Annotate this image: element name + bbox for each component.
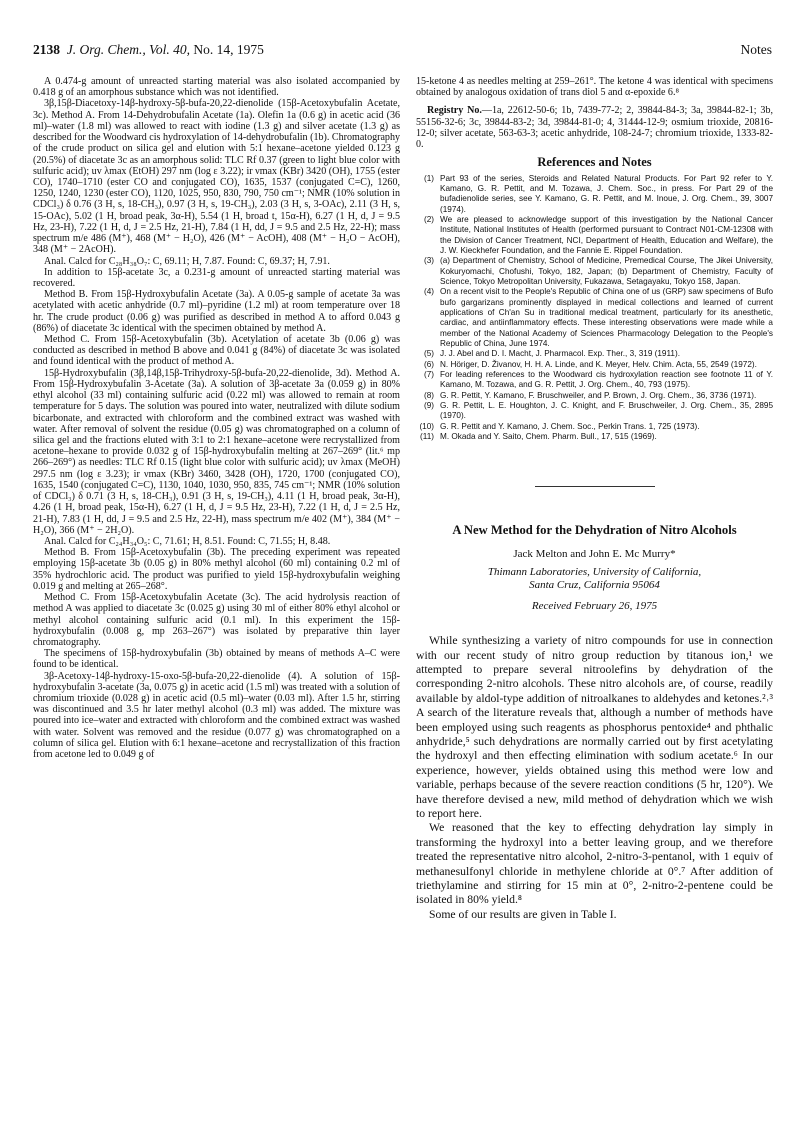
reference-item — [416, 370, 773, 391]
article-affiliation — [416, 566, 773, 592]
article-paragraph: While synthesizing a variety of nitro compounds for use in connection with our recent study of nitro group reduction by titanous ion,¹ we attempted to prepare several nitroolefins by dehydration of the corresponding 2-nitro alcohols. These nitro alcohols are, of course, readily available by aldol-type addition of nitroalkanes to aldehydes and ketones.²˒³ A search of the literature reveals that, although a number of methods have been employed using such reagents as phosphorus pentoxide⁴ and phthalic anhydride,⁵ such dehydrations are normally carried out by first acetylating the hydroxyl and then effecting elimination with sodium acetate.⁶ In our experience, however, yields obtained using this method were low and variable, perhaps because of the severe reaction conditions (5 hr, 120°). We have therefore devised a new, mild method of dehydration which we wish to report here. — [416, 634, 773, 820]
paragraph: Anal. Calcd for C₂₈H₃₈O₇: C, 69.11; H, 7.87. Found: C, 69.37; H, 7.91. — [44, 255, 330, 267]
references-heading: References and Notes — [537, 155, 652, 170]
reference-item — [416, 422, 773, 432]
reference-number: (11) — [420, 432, 434, 442]
journal-volume: Vol. 40, — [149, 42, 191, 57]
reference-text: N. Höriger, D. Živanov, H. H. A. Linde, and K. Meyer, Helv. Chim. Acta, 55, 2549 (1972). — [440, 359, 757, 369]
reference-number: (7) — [423, 370, 434, 380]
journal-issue: No. 14, 1975 — [193, 42, 264, 57]
paragraph: A 0.474-g amount of unreacted starting material was also isolated accompanied by 0.418 g of an amorphous substance which was not identified. — [33, 76, 400, 99]
right-column — [416, 76, 773, 922]
reference-number: (8) — [423, 390, 434, 400]
paragraph: The specimens of 15β-hydroxybufalin (3b) obtained by means of methods A–C were found to be identical. — [33, 648, 400, 671]
section-label: Notes — [740, 42, 772, 57]
reference-number: (1) — [423, 173, 434, 183]
paragraph: 3β-Acetoxy-14β-hydroxy-15-oxo-5β-bufa-20,22-dienolide (4). A solution of 15β-hydroxybufalin 3-acetate (3a, 0.075 g) in acetic acid (1.5 ml) was treated with a solution of chromium trioxide (0.028 g) in acetic acid (0.5 ml)–water (0.03 ml). After 1.5 hr, stirring was discontinued and 3.5 hr later methyl alcohol (0.3 ml) was added. The mixture was poured into ice–water and extracted with chloroform and the combined extract was washed with water. Solvent was removed and the residue (0.077 g) was chromatographed on a column of silica gel. Elution with 6:1 hexane–acetone and recrystallization of this fraction from acetone led to 0.049 g of — [33, 670, 400, 761]
reference-item — [416, 360, 773, 370]
paragraph: In addition to 15β-acetate 3c, a 0.231-g amount of unreacted starting material was recovered. — [33, 266, 400, 289]
article-body — [416, 634, 773, 922]
reference-item — [416, 401, 773, 422]
section-divider — [535, 486, 655, 487]
reference-text: G. R. Pettit and Y. Kamano, J. Chem. Soc., Perkin Trans. 1, 725 (1973). — [440, 421, 700, 431]
reference-number: (6) — [423, 359, 434, 369]
article-title: A New Method for the Dehydration of Nitro Alcohols — [452, 523, 737, 538]
reference-number: (9) — [423, 401, 434, 411]
registry-text: —1a, 22612-50-6; 1b, 7439-77-2; 2, 39844-84-3; 3a, 39844-82-1; 3b, 55156-32-6; 3c, 39844-83-2; 3d, 39844-81-0; 4, 31444-12-9; osmium trioxide, 20816-12-0; silver acetate, 563-63-3; acetic anhydride, 108-24-7; chromium trioxide, 1333-82-0. — [416, 105, 773, 151]
reference-text: G. R. Pettit, Y. Kamano, F. Bruschweiler, and P. Brown, J. Org. Chem., 36, 3736 (1971). — [440, 390, 757, 400]
article-paragraph: We reasoned that the key to effecting dehydration lay simply in transforming the hydroxyl into a better leaving group, and we therefore treated the representative nitro alcohol, 2-nitro-3-pentanol, with 1 equiv of methanesulfonyl chloride in methylene chloride at 0°.⁷ After addition of triethylamine and stirring for 15 min at 0°, 2-nitro-2-pentene could be isolated in 80% yield.⁸ — [416, 821, 773, 907]
reference-number: (4) — [423, 287, 434, 297]
reference-item — [416, 349, 773, 359]
journal-name: J. Org. Chem., — [66, 42, 146, 57]
paragraph: Method B. From 15β-Acetoxybufalin (3b). The preceding experiment was repeated employing 15β-acetate 3b (0.05 g) in 80% methyl alcohol (60 ml) containing 0.2 ml of 35% hydrochloric acid. The product was purified to yield 15β-hydroxybufalin weighing 0.019 g and melting at 265–268°. — [33, 547, 400, 592]
paragraph: Anal. Calcd for C₂₄H₃₄O₅: C, 71.61; H, 8.51. Found: C, 71.55; H, 8.48. — [44, 535, 331, 547]
journal-citation — [33, 42, 264, 58]
reference-item — [416, 174, 773, 215]
registry-numbers — [416, 105, 773, 150]
reference-number: (10) — [419, 421, 434, 431]
reference-text: Part 93 of the series, Steroids and Related Natural Products. For Part 92 refer to Y. Kamano, G. R. Pettit, and M. Tozawa, J. Chem. Soc., in press. For Part 29 of the bufadienolide series, see Y. Kamano, G. R. Pettit, and M. Inoue, J. Org. Chem., 39, 3007 (1974). — [440, 173, 773, 214]
reference-text: J. J. Abel and D. I. Macht, J. Pharmacol. Exp. Ther., 3, 319 (1911). — [440, 349, 680, 359]
reference-item — [416, 287, 773, 349]
reference-text: M. Okada and Y. Saito, Chem. Pharm. Bull., 17, 515 (1969). — [440, 432, 657, 442]
reference-item — [416, 432, 773, 442]
reference-text: We are pleased to acknowledge support of this investigation by the National Cancer Institute, National Institutes of Health (performed pursuant to Contract N01-CM-12308 with the Division of Cancer Treatment, NCI, Department of Health, Education and Welfare), the J. W. Kieckhefer Foundation, and the Fannie E. Rippel Foundation. — [440, 214, 773, 255]
paragraph: Method C. From 15β-Acetoxybufalin (3b). Acetylation of acetate 3b (0.06 g) was conducted as described in method B above and 0.041 g (84%) of diacetate 3c was isolated and found identical with the product of method A. — [33, 334, 400, 368]
page-number: 2138 — [33, 42, 60, 57]
reference-text: For leading references to the Woodward cis hydroxylation reaction see footnote 11 of Y. Kamano, M. Tozawa, and G. R. Pettit, J. Org. Chem., 40, 793 (1975). — [440, 370, 773, 390]
paragraph: Method C. From 15β-Acetoxybufalin Acetate (3c). The acid hydrolysis reaction of method A was applied to diacetate 3c (0.025 g) using 30 ml of either 80% ethyl alcohol or methyl alcohol containing sulfuric acid (0.1 ml). In this experiment the 15β-hydroxybufalin (0.008 g, mp 263–267°) was isolated by preparative thin layer chromatography. — [33, 592, 400, 648]
page-header — [33, 42, 772, 62]
reference-item — [416, 391, 773, 401]
reference-number: (3) — [423, 256, 434, 266]
references-list — [416, 174, 773, 443]
paragraph: 15β-Hydroxybufalin (3β,14β,15β-Trihydroxy-5β-bufa-20,22-dienolide, 3d). Method A. From 15β-Hydroxybufalin 3-Acetate (3a). A solution of 3β-acetate 3a (0.059 g) in 80% ethyl alcohol (33 ml) containing sulfuric acid (0.22 ml) was allowed to remain at room temperature for 5 days. The solution was poured into water, neutralized with dilute sodium bicarbonate, and extracted with chloroform and the combined extract was washed with water. After removal of solvent the residue (0.05 g) was chromatographed on a column of silica gel and the fractions eluted with 3:1 to 2:1 hexane–acetone were recrystallized from acetone–hexane to provide 0.032 g of 15β-hydroxybufalin melting at 267–269° (lit.⁶ mp 266–269°) as needles: TLC Rf 0.15 (light blue color with sulfuric acid); uv λmax (MeOH) 297.5 nm (log ε 3.23); ir νmax (KBr) 3460, 3428 (OH), 1720, 1700 (conjugated CO), 1635, 1540 (conjugated C=C), 1130, 1040, 1030, 950, 835, 745 cm⁻¹; NMR (10% solution of CDCl₃) δ 0.71 (3 H, s, 18-CH₃), 0.91 (3 H, s, 19-CH₃), 4.11 (1 H, broad peak, 3α-H), 4.26 (1 H, broad peak, 15α-H), 6.27 (1 H, d, J = 9.5 Hz, 23-H), 7.22 (1 H, d, J = 2.5 Hz, 21-H), 7.83 (1 H, dd, J = 9.5 and 2.5 Hz, 22-H), mass spectrum m/e 402 (M⁺), 384 (M⁺ − H₂O), 366 (M⁺ − 2H₂O). — [33, 367, 400, 536]
paragraph: Method B. From 15β-Hydroxybufalin Acetate (3a). A 0.05-g sample of acetate 3a was acetylated with acetic anhydride (0.7 ml)–pyridine (1.2 ml) at room temperature over 18 hr. The crude product (0.06 g) was purified as described in method A to afford 0.043 g (86%) of diacetate 3c identical with the specimen obtained by method A. — [33, 289, 400, 334]
reference-item — [416, 215, 773, 256]
received-date: Received February 26, 1975 — [531, 599, 658, 612]
article-paragraph: Some of our results are given in Table I. — [429, 907, 617, 921]
left-column — [33, 76, 400, 760]
article-authors: Jack Melton and John E. Mc Murry* — [513, 547, 676, 560]
registry-label: Registry No. — [427, 105, 482, 117]
reference-number: (5) — [423, 349, 434, 359]
paragraph: 3β,15β-Diacetoxy-14β-hydroxy-5β-bufa-20,22-dienolide (15β-Acetoxybufalin Acetate, 3c). Method A. From 14-Dehydrobufalin Acetate (1a). Olefin 1a (0.6 g) in acetic acid (36 ml)–water (1.8 ml) was allowed to react with iodine (1.3 g) and silver acetate (1.3 g) as described for the Woodward cis hydroxylation of 14-dehydrobufalin (1b). Chromatography of the crude product on silica gel and elution with 5:1 hexane–acetone yielded 0.123 g (20.5%) of diacetate 3c as an amorphous solid: TLC Rf 0.37 (green to light blue color with sulfuric acid); uv λmax (EtOH) 297 nm (log ε 3.22); ir νmax (KBr) 3420 (OH), 1755 (ester CO), 1740–1710 (ester CO and conjugated CO), 1635, 1537 (conjugated C=C), 1260, 1250, 1240, 1230 (ester CO), 1120, 1025, 950, 830, 790, 750 cm⁻¹; NMR (10% solution in CDCl₃) δ 0.76 (3 H, s, 18-CH₃), 0.97 (3 H, s, 19-CH₃), 2.03 (3 H, s, 3-OAc), 2.11 (3 H, s, 15-OAc), 5.02 (1 H, broad peak, 3α-H), 5.54 (1 H, broad t, 15α-H), 6.27 (1 H, d, J = 9.5 Hz, 23-H), 7.22 (1 H, d, J = 2.5 Hz, 21-H), 7.84 (1 H, dd, J = 9.5 and 2.5 Hz, 22-H); mass spectrum m/e 486 (M⁺), 468 (M⁺ − H₂O), 426 (M⁺ − AcOH), 408 (M⁺ − H₂O − AcOH), 348 (M⁺ − 2AcOH). — [33, 98, 400, 256]
reference-number: (2) — [423, 214, 434, 224]
continuation-paragraph: 15-ketone 4 as needles melting at 259–261°. The ketone 4 was identical with specimens obtained by analogous oxidation of trans diol 5 and α-epoxide 6.⁸ — [416, 76, 773, 99]
reference-text: On a recent visit to the People's Republic of China one of us (GRP) saw specimens of Bufo bufo gargarizans prominently displayed in medical collections and learned of current applications of Ch'an Su in traditional medical treatment, particularly for its anesthetic, cardiac, and antiinflammatory effects. These interesting observations were made while a member of the National Academy of Sciences Pharmacology Delegation to the People's Republic of China, June 1974. — [440, 287, 773, 349]
reference-item — [416, 256, 773, 287]
affiliation-line: Santa Cruz, California 95064 — [529, 578, 660, 591]
affiliation-line: Thimann Laboratories, University of California, — [487, 565, 702, 578]
reference-text: (a) Department of Chemistry, School of Medicine, Premedical Course, The Jikei University, Kokuryomachi, Chofushi, Tokyo, 182, Japan; (b) Department of Chemistry, Faculty of Science, Tokyo Metropolitan University, Fukazawa, Setagayaku, Tokyo 158, Japan. — [440, 256, 773, 286]
reference-text: G. R. Pettit, L. E. Houghton, J. C. Knight, and F. Bruschweiler, J. Org. Chem., 35, 2895 (1970). — [440, 401, 773, 421]
